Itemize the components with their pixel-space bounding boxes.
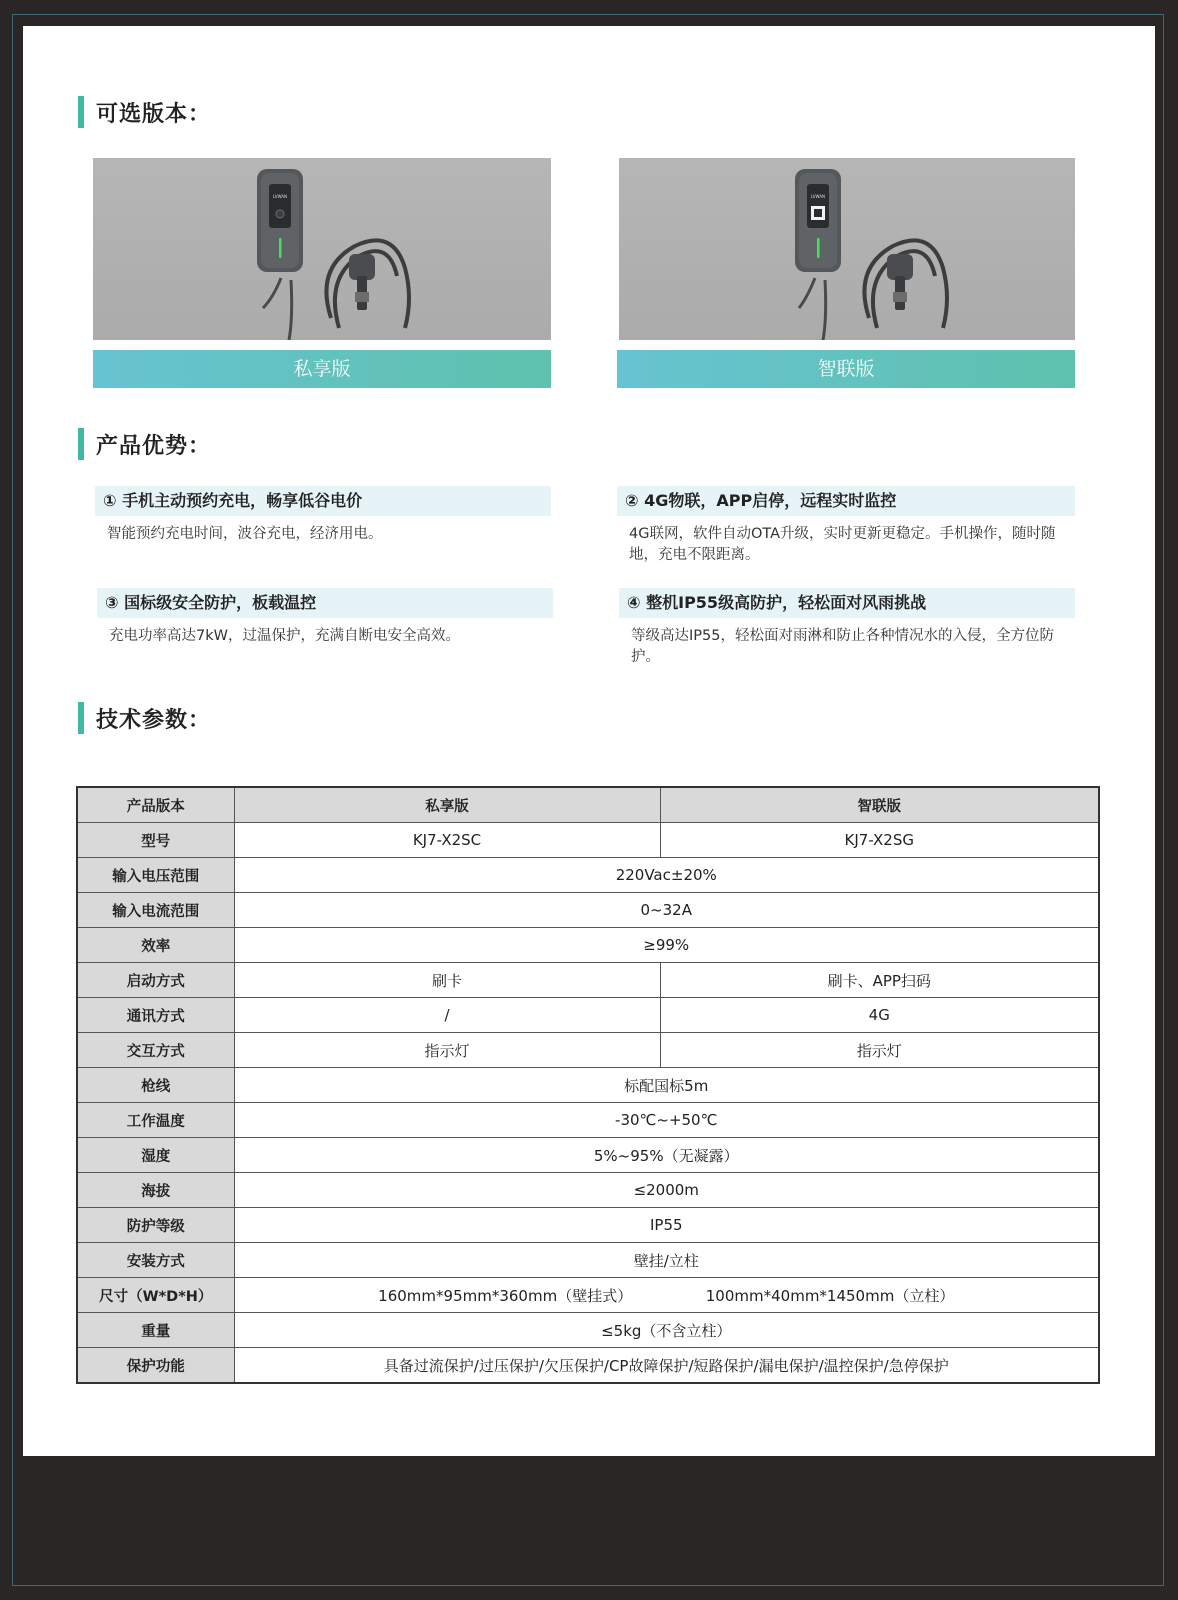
spec-name: 型号 (77, 823, 234, 858)
device-logo: LVWAN (811, 194, 825, 199)
spec-name: 尺寸（W*D*H） (77, 1278, 234, 1313)
spec-name: 启动方式 (77, 963, 234, 998)
charger-photo (619, 158, 1075, 340)
spec-name: 湿度 (77, 1138, 234, 1173)
spec-row (77, 1173, 1099, 1208)
advantage-title: ① 手机主动预约充电，畅享低谷电价 (95, 486, 551, 516)
spec-row (77, 998, 1099, 1033)
size-wall-value: 160mm*95mm*360mm（壁挂式） (378, 1286, 633, 1305)
section-accent-bar (78, 96, 84, 128)
spec-name: 输入电压范围 (77, 858, 234, 893)
advantage-title: ④ 整机IP55级高防护，轻松面对风雨挑战 (619, 588, 1075, 618)
spec-row (77, 1278, 1099, 1313)
device-logo: LVWAN (273, 194, 287, 199)
spec-row (77, 1348, 1099, 1384)
spec-value: 4G (660, 998, 1099, 1033)
spec-value: 5%~95%（无凝露） (234, 1138, 1099, 1173)
advantage-text: 充电功率高达7kW，过温保护，充满自断电安全高效。 (109, 628, 460, 644)
spec-row (77, 1103, 1099, 1138)
spec-row (77, 1033, 1099, 1068)
spec-row (77, 858, 1099, 893)
spec-name: 通讯方式 (77, 998, 234, 1033)
spec-row (77, 1208, 1099, 1243)
spec-value: 标配国标5m (234, 1068, 1099, 1103)
spec-row (77, 1138, 1099, 1173)
spec-name: 重量 (77, 1313, 234, 1348)
spec-value: 指示灯 (234, 1033, 660, 1068)
spec-name: 枪线 (77, 1068, 234, 1103)
size-pole-value: 100mm*40mm*1450mm（立柱） (705, 1286, 955, 1305)
advantage-title: ③ 国标级安全防护，板载温控 (97, 588, 553, 618)
version-label: 私享版 (93, 350, 551, 388)
spec-row (77, 1243, 1099, 1278)
header-cell: 智联版 (660, 787, 1099, 823)
spec-table-header (77, 787, 1099, 823)
spec-row (77, 1313, 1099, 1348)
spec-value: -30℃~+50℃ (234, 1103, 1099, 1138)
spec-name: 工作温度 (77, 1103, 234, 1138)
spec-name: 防护等级 (77, 1208, 234, 1243)
spec-value: ≤5kg（不含立柱） (234, 1313, 1099, 1348)
spec-value: ≥99% (234, 928, 1099, 963)
spec-value: KJ7-X2SC (234, 823, 660, 858)
spec-row (77, 928, 1099, 963)
charger-photo (93, 158, 551, 340)
document-sheet (23, 26, 1155, 1456)
advantage-text: 4G联网，软件自动OTA升级，实时更新更稳定。手机操作，随时随地，充电不限距离。 (629, 526, 1056, 563)
wallbox-charger-image (619, 158, 1075, 340)
section-title-versions: 可选版本： (78, 96, 211, 128)
header-cell: 私享版 (234, 787, 660, 823)
header-cell: 产品版本 (77, 787, 234, 823)
spec-value: 壁挂/立柱 (234, 1243, 1099, 1278)
advantage-title: ② 4G物联，APP启停，远程实时监控 (617, 486, 1075, 516)
spec-name: 输入电流范围 (77, 893, 234, 928)
spec-name: 交互方式 (77, 1033, 234, 1068)
spec-value: 0~32A (234, 893, 1099, 928)
section-title-advantages: 产品优势： (78, 428, 211, 460)
section-accent-bar (78, 428, 84, 460)
section-accent-bar (78, 702, 84, 734)
spec-value (234, 1278, 1099, 1313)
advantage-text: 等级高达IP55，轻松面对雨淋和防止各种情况水的入侵，全方位防护。 (631, 628, 1054, 665)
version-label: 智联版 (617, 350, 1075, 388)
spec-value: 220Vac±20% (234, 858, 1099, 893)
spec-row (77, 963, 1099, 998)
spec-value: ≤2000m (234, 1173, 1099, 1208)
section-title-specs: 技术参数： (78, 702, 211, 734)
spec-value: 刷卡、APP扫码 (660, 963, 1099, 998)
spec-name: 保护功能 (77, 1348, 234, 1384)
spec-row (77, 893, 1099, 928)
spec-name: 安装方式 (77, 1243, 234, 1278)
spec-value: 指示灯 (660, 1033, 1099, 1068)
spec-name: 效率 (77, 928, 234, 963)
spec-value: / (234, 998, 660, 1033)
spec-value: KJ7-X2SG (660, 823, 1099, 858)
spec-value: 具备过流保护/过压保护/欠压保护/CP故障保护/短路保护/漏电保护/温控保护/急停保护 (234, 1348, 1099, 1384)
wallbox-charger-image (93, 158, 551, 340)
spec-table (76, 786, 1100, 1384)
spec-row (77, 823, 1099, 858)
spec-name: 海拔 (77, 1173, 234, 1208)
spec-row (77, 1068, 1099, 1103)
spec-value: IP55 (234, 1208, 1099, 1243)
advantage-text: 智能预约充电时间，波谷充电，经济用电。 (107, 526, 383, 542)
spec-value: 刷卡 (234, 963, 660, 998)
